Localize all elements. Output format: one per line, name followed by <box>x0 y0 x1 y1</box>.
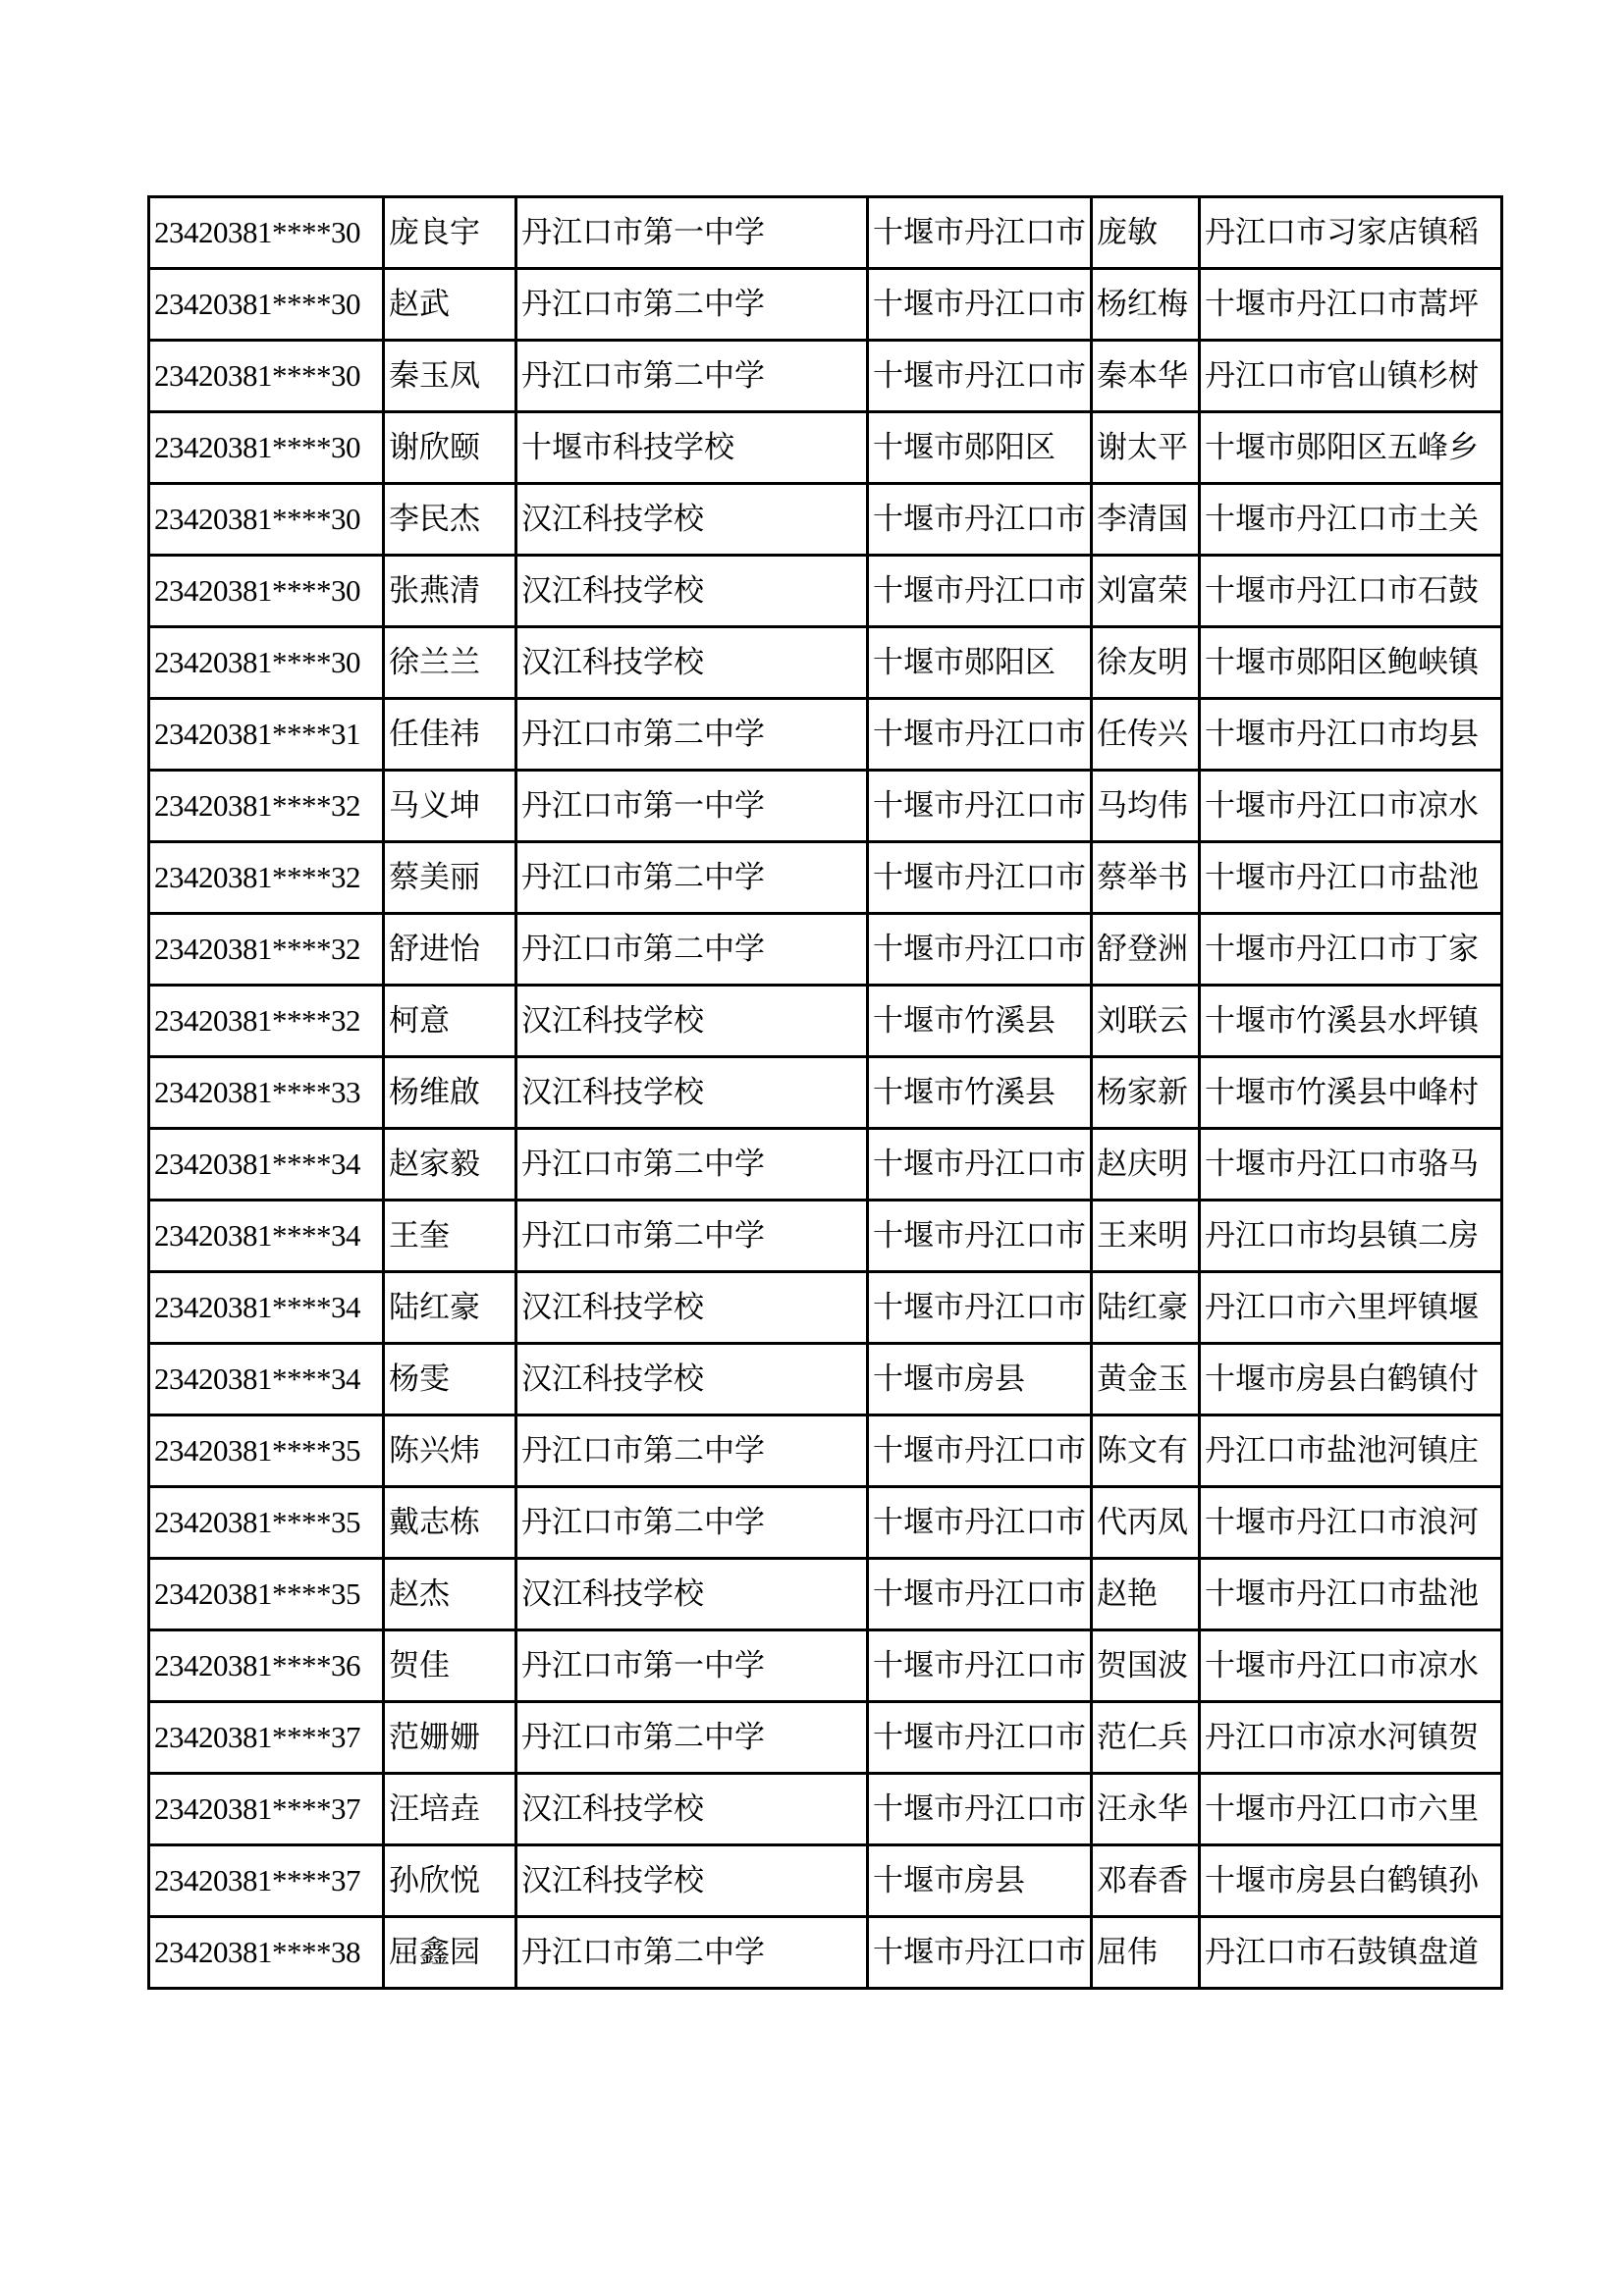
region-cell: 十堰市丹江口市 <box>868 1630 1092 1702</box>
address-cell: 丹江口市六里坪镇堰 <box>1200 1272 1502 1344</box>
address-cell: 十堰市丹江口市均县 <box>1200 699 1502 771</box>
address-cell: 丹江口市习家店镇稻 <box>1200 197 1502 269</box>
school-cell: 丹江口市第二中学 <box>516 269 868 341</box>
region-cell: 十堰市竹溪县 <box>868 1057 1092 1129</box>
id-number-cell: 23420381****33 <box>149 1057 384 1129</box>
address-cell: 十堰市丹江口市凉水 <box>1200 771 1502 842</box>
table-row <box>149 1845 1502 1917</box>
region-cell: 十堰市丹江口市 <box>868 771 1092 842</box>
table-row <box>149 1702 1502 1774</box>
school-cell: 丹江口市第二中学 <box>516 1201 868 1272</box>
table-row <box>149 1559 1502 1630</box>
parent-name-cell: 秦本华 <box>1092 341 1200 412</box>
parent-name-cell: 范仁兵 <box>1092 1702 1200 1774</box>
school-cell: 汉江科技学校 <box>516 1559 868 1630</box>
table-row <box>149 556 1502 627</box>
id-number-cell: 23420381****30 <box>149 341 384 412</box>
student-name-cell: 张燕清 <box>384 556 516 627</box>
student-name-cell: 贺佳 <box>384 1630 516 1702</box>
address-cell: 十堰市丹江口市凉水 <box>1200 1630 1502 1702</box>
id-number-cell: 23420381****32 <box>149 986 384 1057</box>
school-cell: 丹江口市第一中学 <box>516 771 868 842</box>
region-cell: 十堰市房县 <box>868 1845 1092 1917</box>
id-number-cell: 23420381****30 <box>149 556 384 627</box>
region-cell: 十堰市丹江口市 <box>868 269 1092 341</box>
school-cell: 汉江科技学校 <box>516 986 868 1057</box>
school-cell: 丹江口市第二中学 <box>516 1702 868 1774</box>
parent-name-cell: 赵艳 <box>1092 1559 1200 1630</box>
id-number-cell: 23420381****37 <box>149 1774 384 1845</box>
table-row <box>149 269 1502 341</box>
id-number-cell: 23420381****32 <box>149 842 384 914</box>
school-cell: 汉江科技学校 <box>516 556 868 627</box>
table-row <box>149 842 1502 914</box>
student-name-cell: 孙欣悦 <box>384 1845 516 1917</box>
parent-name-cell: 代丙凤 <box>1092 1487 1200 1559</box>
student-name-cell: 柯意 <box>384 986 516 1057</box>
student-name-cell: 赵家毅 <box>384 1129 516 1201</box>
id-number-cell: 23420381****30 <box>149 412 384 484</box>
school-cell: 汉江科技学校 <box>516 1344 868 1415</box>
parent-name-cell: 汪永华 <box>1092 1774 1200 1845</box>
id-number-cell: 23420381****30 <box>149 484 384 556</box>
school-cell: 丹江口市第二中学 <box>516 1487 868 1559</box>
region-cell: 十堰市郧阳区 <box>868 627 1092 699</box>
region-cell: 十堰市丹江口市 <box>868 197 1092 269</box>
school-cell: 汉江科技学校 <box>516 1057 868 1129</box>
parent-name-cell: 屈伟 <box>1092 1917 1200 1989</box>
parent-name-cell: 杨红梅 <box>1092 269 1200 341</box>
school-cell: 丹江口市第二中学 <box>516 1129 868 1201</box>
parent-name-cell: 任传兴 <box>1092 699 1200 771</box>
region-cell: 十堰市丹江口市 <box>868 1559 1092 1630</box>
table-row <box>149 771 1502 842</box>
school-cell: 汉江科技学校 <box>516 484 868 556</box>
region-cell: 十堰市丹江口市 <box>868 556 1092 627</box>
table-row <box>149 1344 1502 1415</box>
id-number-cell: 23420381****37 <box>149 1845 384 1917</box>
parent-name-cell: 蔡举书 <box>1092 842 1200 914</box>
id-number-cell: 23420381****32 <box>149 914 384 986</box>
address-cell: 十堰市竹溪县中峰村 <box>1200 1057 1502 1129</box>
school-cell: 汉江科技学校 <box>516 627 868 699</box>
region-cell: 十堰市丹江口市 <box>868 1774 1092 1845</box>
address-cell: 丹江口市均县镇二房 <box>1200 1201 1502 1272</box>
address-cell: 十堰市丹江口市六里 <box>1200 1774 1502 1845</box>
student-name-cell: 汪培垚 <box>384 1774 516 1845</box>
region-cell: 十堰市郧阳区 <box>868 412 1092 484</box>
address-cell: 十堰市丹江口市浪河 <box>1200 1487 1502 1559</box>
address-cell: 十堰市丹江口市蒿坪 <box>1200 269 1502 341</box>
id-number-cell: 23420381****35 <box>149 1559 384 1630</box>
region-cell: 十堰市丹江口市 <box>868 1702 1092 1774</box>
parent-name-cell: 庞敏 <box>1092 197 1200 269</box>
student-name-cell: 陆红豪 <box>384 1272 516 1344</box>
region-cell: 十堰市丹江口市 <box>868 341 1092 412</box>
parent-name-cell: 舒登洲 <box>1092 914 1200 986</box>
student-name-cell: 李民杰 <box>384 484 516 556</box>
region-cell: 十堰市丹江口市 <box>868 1129 1092 1201</box>
table-row <box>149 412 1502 484</box>
roster-table <box>147 195 1503 1990</box>
id-number-cell: 23420381****36 <box>149 1630 384 1702</box>
table-row <box>149 1630 1502 1702</box>
id-number-cell: 23420381****30 <box>149 269 384 341</box>
address-cell: 十堰市丹江口市骆马 <box>1200 1129 1502 1201</box>
address-cell: 十堰市房县白鹤镇付 <box>1200 1344 1502 1415</box>
student-name-cell: 赵杰 <box>384 1559 516 1630</box>
address-cell: 十堰市房县白鹤镇孙 <box>1200 1845 1502 1917</box>
school-cell: 丹江口市第二中学 <box>516 341 868 412</box>
student-name-cell: 徐兰兰 <box>384 627 516 699</box>
region-cell: 十堰市丹江口市 <box>868 1415 1092 1487</box>
table-row <box>149 341 1502 412</box>
student-name-cell: 王奎 <box>384 1201 516 1272</box>
address-cell: 十堰市丹江口市丁家 <box>1200 914 1502 986</box>
table-row <box>149 1774 1502 1845</box>
table-row <box>149 1129 1502 1201</box>
parent-name-cell: 马均伟 <box>1092 771 1200 842</box>
address-cell: 十堰市丹江口市盐池 <box>1200 842 1502 914</box>
student-name-cell: 戴志栋 <box>384 1487 516 1559</box>
student-name-cell: 蔡美丽 <box>384 842 516 914</box>
roster-table-body <box>149 197 1502 1989</box>
parent-name-cell: 徐友明 <box>1092 627 1200 699</box>
student-name-cell: 陈兴炜 <box>384 1415 516 1487</box>
region-cell: 十堰市丹江口市 <box>868 842 1092 914</box>
student-name-cell: 范姗姗 <box>384 1702 516 1774</box>
table-row <box>149 627 1502 699</box>
region-cell: 十堰市丹江口市 <box>868 1917 1092 1989</box>
parent-name-cell: 刘联云 <box>1092 986 1200 1057</box>
parent-name-cell: 邓春香 <box>1092 1845 1200 1917</box>
school-cell: 汉江科技学校 <box>516 1774 868 1845</box>
school-cell: 丹江口市第二中学 <box>516 842 868 914</box>
parent-name-cell: 杨家新 <box>1092 1057 1200 1129</box>
table-row <box>149 197 1502 269</box>
parent-name-cell: 贺国波 <box>1092 1630 1200 1702</box>
region-cell: 十堰市丹江口市 <box>868 484 1092 556</box>
id-number-cell: 23420381****38 <box>149 1917 384 1989</box>
school-cell: 丹江口市第二中学 <box>516 1415 868 1487</box>
id-number-cell: 23420381****34 <box>149 1344 384 1415</box>
address-cell: 十堰市竹溪县水坪镇 <box>1200 986 1502 1057</box>
table-row <box>149 1272 1502 1344</box>
student-name-cell: 杨雯 <box>384 1344 516 1415</box>
parent-name-cell: 陈文有 <box>1092 1415 1200 1487</box>
table-row <box>149 914 1502 986</box>
school-cell: 丹江口市第二中学 <box>516 1917 868 1989</box>
address-cell: 丹江口市石鼓镇盘道 <box>1200 1917 1502 1989</box>
id-number-cell: 23420381****35 <box>149 1487 384 1559</box>
region-cell: 十堰市丹江口市 <box>868 1201 1092 1272</box>
student-name-cell: 马义坤 <box>384 771 516 842</box>
region-cell: 十堰市丹江口市 <box>868 914 1092 986</box>
parent-name-cell: 黄金玉 <box>1092 1344 1200 1415</box>
id-number-cell: 23420381****34 <box>149 1201 384 1272</box>
address-cell: 十堰市郧阳区鲍峡镇 <box>1200 627 1502 699</box>
region-cell: 十堰市竹溪县 <box>868 986 1092 1057</box>
student-name-cell: 赵武 <box>384 269 516 341</box>
id-number-cell: 23420381****35 <box>149 1415 384 1487</box>
student-name-cell: 杨维啟 <box>384 1057 516 1129</box>
region-cell: 十堰市房县 <box>868 1344 1092 1415</box>
address-cell: 丹江口市官山镇杉树 <box>1200 341 1502 412</box>
parent-name-cell: 王来明 <box>1092 1201 1200 1272</box>
parent-name-cell: 李清国 <box>1092 484 1200 556</box>
student-name-cell: 谢欣颐 <box>384 412 516 484</box>
parent-name-cell: 刘富荣 <box>1092 556 1200 627</box>
table-row <box>149 986 1502 1057</box>
student-name-cell: 屈鑫园 <box>384 1917 516 1989</box>
table-row <box>149 699 1502 771</box>
address-cell: 十堰市丹江口市土关 <box>1200 484 1502 556</box>
address-cell: 丹江口市盐池河镇庄 <box>1200 1415 1502 1487</box>
table-row <box>149 1917 1502 1989</box>
school-cell: 丹江口市第二中学 <box>516 914 868 986</box>
id-number-cell: 23420381****34 <box>149 1129 384 1201</box>
address-cell: 十堰市郧阳区五峰乡 <box>1200 412 1502 484</box>
school-cell: 丹江口市第二中学 <box>516 699 868 771</box>
table-row <box>149 1415 1502 1487</box>
id-number-cell: 23420381****30 <box>149 627 384 699</box>
id-number-cell: 23420381****37 <box>149 1702 384 1774</box>
region-cell: 十堰市丹江口市 <box>868 1487 1092 1559</box>
address-cell: 十堰市丹江口市盐池 <box>1200 1559 1502 1630</box>
region-cell: 十堰市丹江口市 <box>868 1272 1092 1344</box>
address-cell: 十堰市丹江口市石鼓 <box>1200 556 1502 627</box>
student-name-cell: 任佳祎 <box>384 699 516 771</box>
school-cell: 丹江口市第一中学 <box>516 197 868 269</box>
id-number-cell: 23420381****34 <box>149 1272 384 1344</box>
id-number-cell: 23420381****31 <box>149 699 384 771</box>
student-name-cell: 舒进怡 <box>384 914 516 986</box>
region-cell: 十堰市丹江口市 <box>868 699 1092 771</box>
parent-name-cell: 赵庆明 <box>1092 1129 1200 1201</box>
school-cell: 汉江科技学校 <box>516 1272 868 1344</box>
school-cell: 十堰市科技学校 <box>516 412 868 484</box>
student-name-cell: 秦玉凤 <box>384 341 516 412</box>
id-number-cell: 23420381****30 <box>149 197 384 269</box>
parent-name-cell: 谢太平 <box>1092 412 1200 484</box>
table-row <box>149 1201 1502 1272</box>
table-row <box>149 484 1502 556</box>
table-row <box>149 1487 1502 1559</box>
school-cell: 汉江科技学校 <box>516 1845 868 1917</box>
table-row <box>149 1057 1502 1129</box>
student-name-cell: 庞良宇 <box>384 197 516 269</box>
school-cell: 丹江口市第一中学 <box>516 1630 868 1702</box>
id-number-cell: 23420381****32 <box>149 771 384 842</box>
parent-name-cell: 陆红豪 <box>1092 1272 1200 1344</box>
address-cell: 丹江口市凉水河镇贺 <box>1200 1702 1502 1774</box>
